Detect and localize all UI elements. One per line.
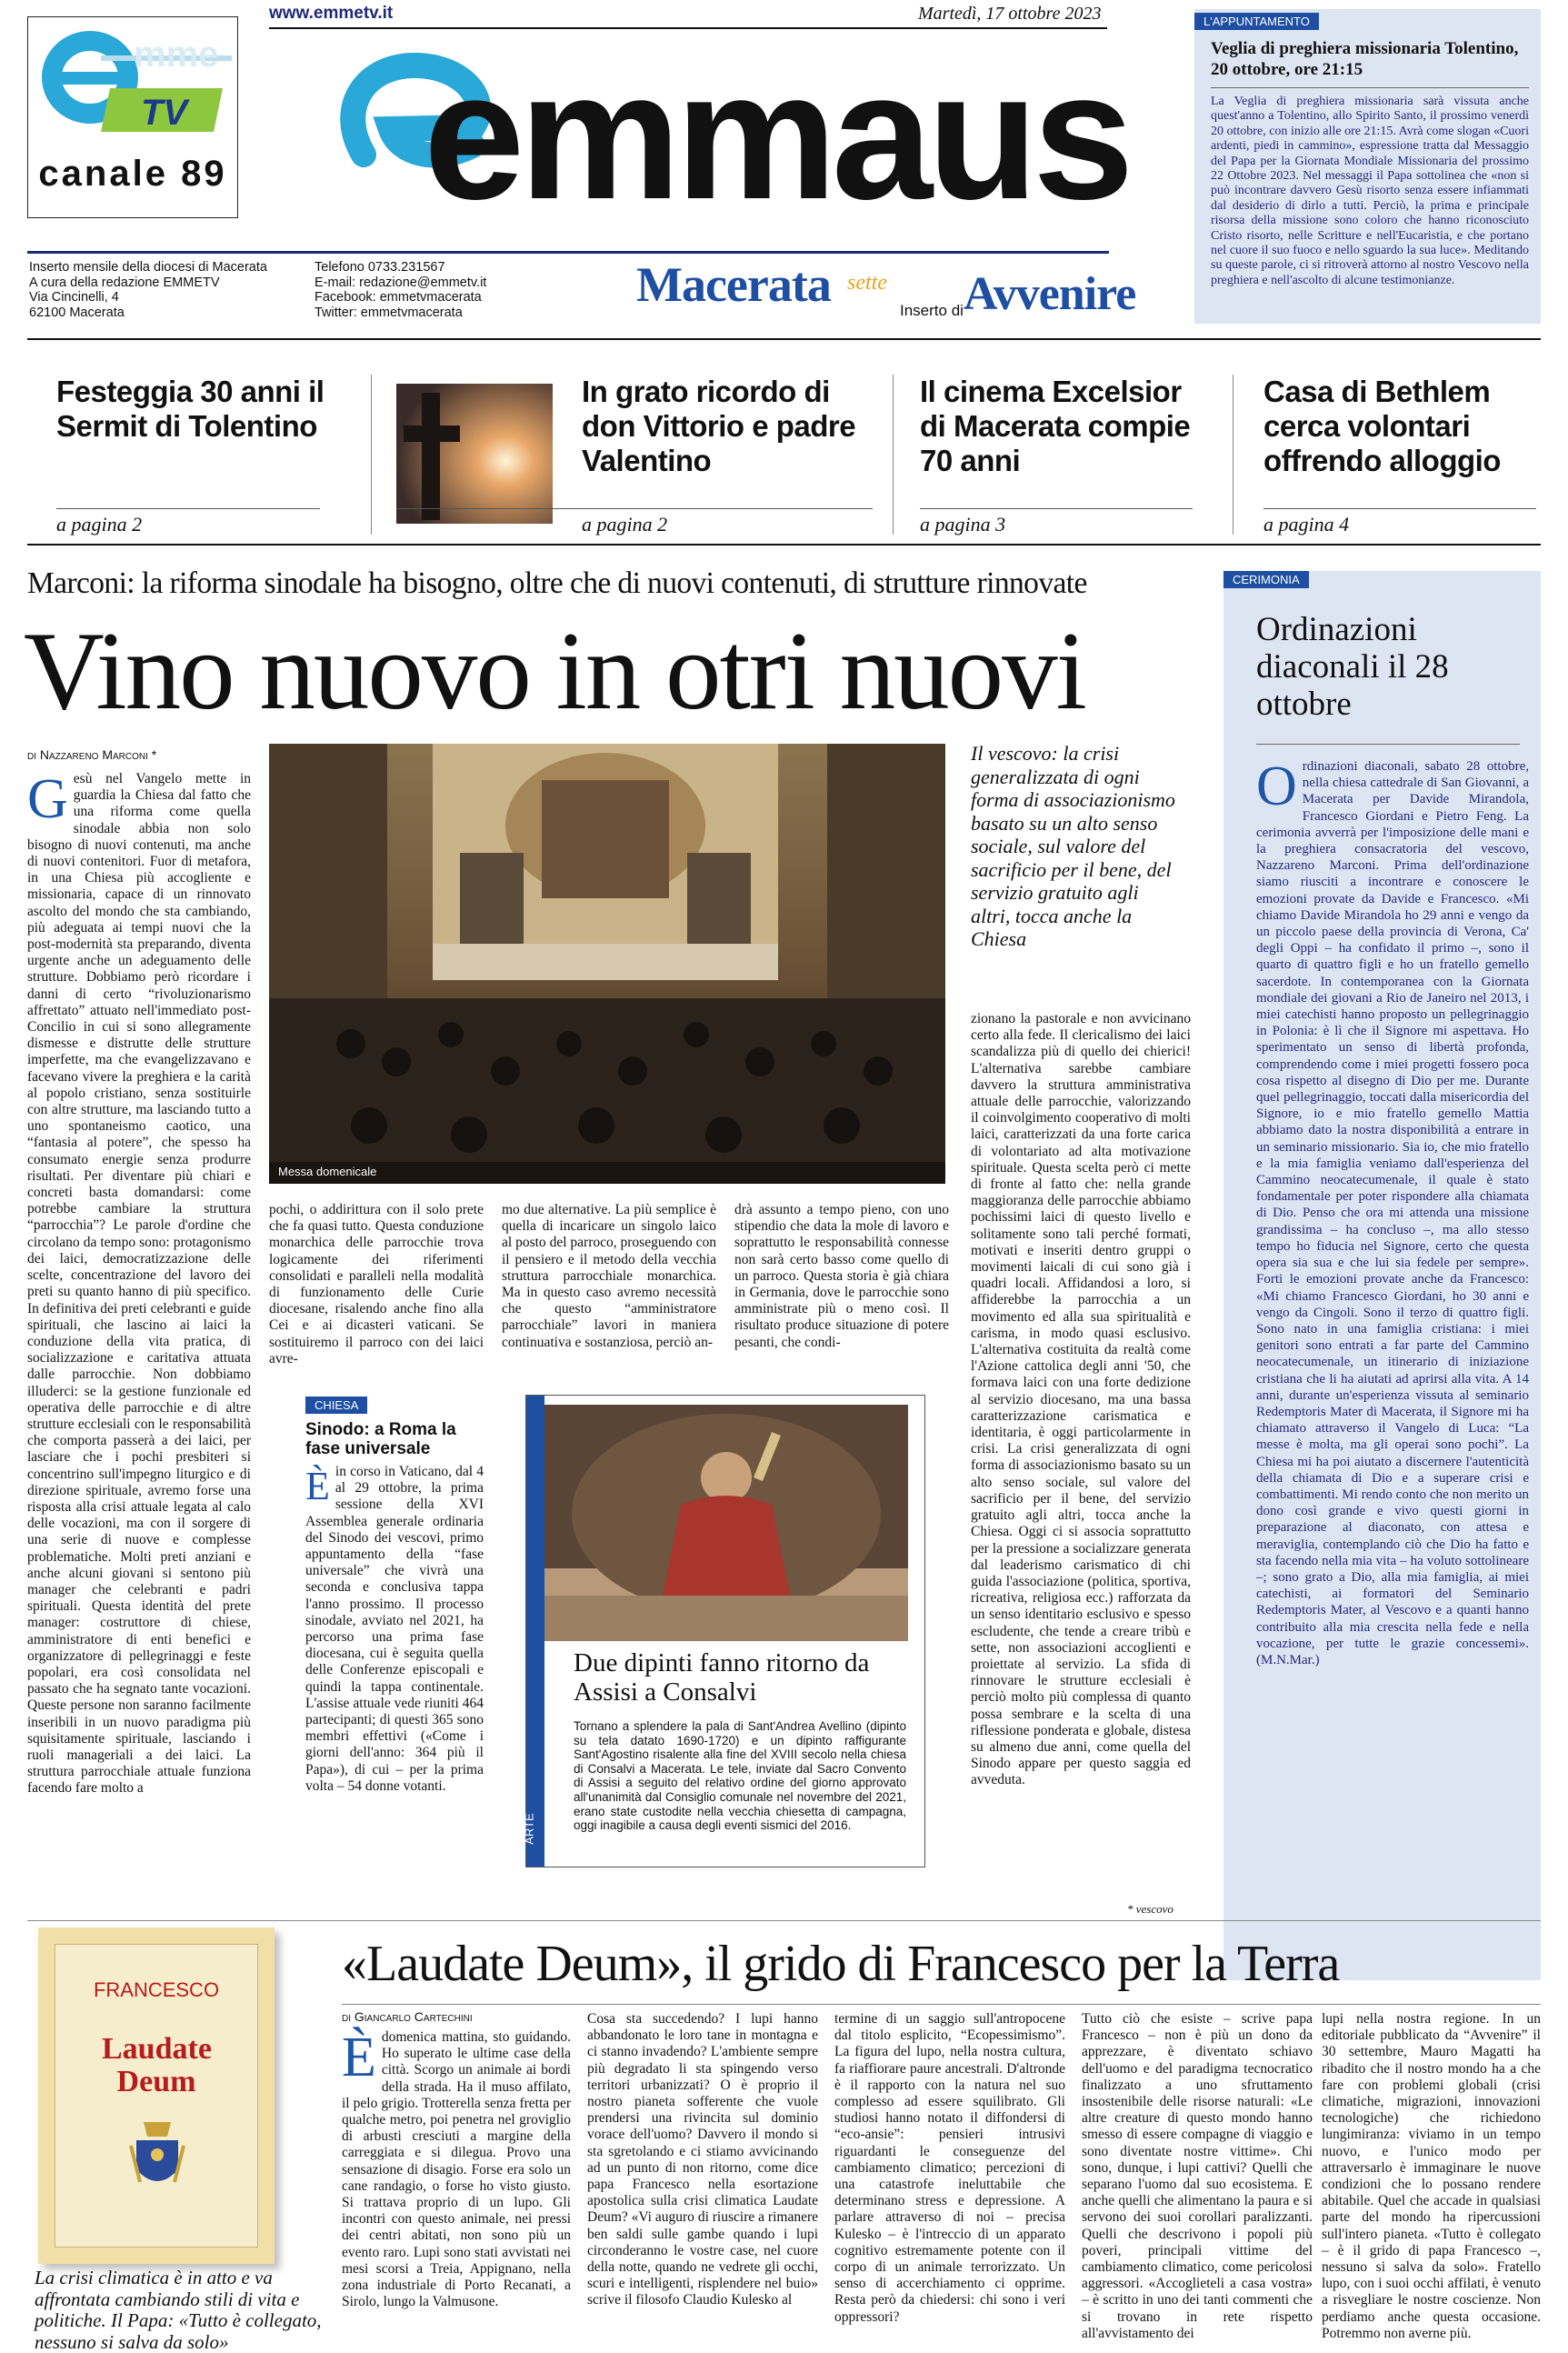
cross-sunset-photo [396,384,553,524]
channel-logo-box [27,16,238,218]
macerata-word: Macerata [636,257,831,312]
section-tag: L'APPUNTAMENTO [1194,13,1319,30]
sinodo-body [305,1464,484,1891]
main-col-4: drà assunto a tempo pieno, con uno stipendio che data la mole di lavoro e soprattutto le responsabilità connesse non sarà certo basso come quello di un parroco. Questa storia è già chiara in Germania, dove le parrocchie sono amministrate più o meno così. Il risultato produce situazione di potere pesanti, che condi- [734,1202,949,1350]
laudate-col-1 [342,2029,571,2326]
laudate-col-4: Tutto ciò che esiste – scrive papa Francesco – non è più un dono da apprezzare, è diventato schiavo dell'uomo e del paradigma tecnocratico finalizzato a uno sfruttamento insostenibile delle risorse naturali: «Le altre creature di questo mondo hanno smesso di essere compagne di viaggio e sono diventate nostre vittime». Chi sono, dunque, i lupi cattivi? Quelli che separano l'uomo dal suo ecosistema. E anche quelli che alimentano la paura e si servono dei suoi corollari paralizzanti. Quelli che descrivono i popoli più poveri, principali vittime del cambiamento climatico, come pericolosi aggressori. «Accoglieteli a casa vostra» – è scritto in uno dei tanti commenti che si trovano in rete rispetto all'avvistamento dei [1082,2011,1313,2341]
info-line: 62100 Macerata [29,305,125,320]
arte-tag-vertical [522,1396,544,1867]
macerata-sette-logo [636,256,1136,329]
section-tag: ARTE [522,1813,536,1845]
main-col-1 [27,768,251,1900]
teaser-title: Il cinema Excelsior di Macerata compie 70 anni [920,375,1191,477]
teaser-page: a pagina 2 [582,513,668,536]
main-headline: Vino nuovo in otri nuovi [24,608,1085,733]
teaser-underline [920,508,1193,509]
title-text: emmaus [424,35,1129,237]
sinodo-box [269,1397,487,1891]
teaser-underline [56,508,320,509]
svg-text:TV: TV [141,93,188,133]
footnote: * vescovo [1127,1902,1174,1916]
teaser-underline [1263,508,1536,509]
facebook[interactable]: Facebook: emmetvmacerata [315,290,482,305]
dropcap: È [305,1464,330,1508]
col-text: in corso in Vaticano, dal 4 al 29 ottobre, la prima sessione della XVI Assemblea generale ordinaria del Sinodo dei vescovi, primo appuntamento della “fase universale” che vivrà una seconda e conclusiva tappa l'anno prossimo. Il processo sinodale, avviato nel 2021, ha percorso una prima fase diocesana, cui è seguita quella delle Conferenze episcopali e quindi la tappa continentale. L'assise attuale vede riuniti 464 partecipanti; di questi 365 sono membri effettivi («Come i giorni dell'anno: 364 più il Papa»), di cui – per la prima volta – 54 donne votanti. [305,1464,484,1794]
photo-caption: Messa domenicale [278,1165,377,1178]
col-text: domenica mattina, sto guidando. Ho superato le ultime case della città. Scorgo un animale ai bordi della strada. Ha il muso affilato, il pelo grigio. Trotterella senza fretta per qualche metro, poi penetra nel groviglio di arbusti cresciuti a margine della carreggiata e si dilegua. Provo una sensazione di disagio. Forse era solo un cane randagio, o forse ho visto giusto. Si trattava proprio di un lupo. Gli incontri con questo animale, nei pressi dei centri abitati, non sono più un evento raro. Lupi sono stati avvistati nei mesi scorsi a Treia, Appignano, nella zona industriale di Porto Recanati, a Sirolo, lungo la Valmusone. [342,2029,571,2310]
col-text: esù nel Vangelo mette in guardia la Chiesa dal fatto che una riforma come quella sinodale abbia non solo bisogno di nuovi contenuti, ma anche di nuovi contenitori. Fuor di metafora, in una Chiesa più accogliente e missionaria, capace di un rinnovato ascolto del mondo che sta cambiando, più adeguata ai tempi nuovi che la post-modernità sta preparando, diventa urgente anche un adeguamento delle strutture. Dobbiamo però ricordare i danni di certo “rivoluzionarismo affrettato” attuato nell'immediato post-Concilio in cui si sono allegramente dismesse e distrutte delle strutture imperfette, ma che evangelizzavano e facevano vivere la preghiera e la carità al popolo cristiano, senza sostituirle con altre strutture, ma lasciando tutto a uno spontaneismo caotico, una “fantasia al potere”, che spesso ha consumato energie senza produrre risultati. Per diventare più chiari e concreti basta domandarsi: come potrebbe cambiare la struttura “parrocchia”? Le parole d'ordine che circolano da tempo sono: protagonismo dei laici, democratizzazione delle scelte, concentrazione del lavoro dei preti su quanto hanno di più specifico. In definitiva dei preti celebranti e guide spirituali, che lascino ai laici la conduzione della vita pratica, di socializzazione e caritativa attuata dalle parrocchie. Non dobbiamo illuderci: se la gestione funzionale ed operativa delle parrocchie e di altre strutture ecclesiali con le responsabilità che comporta passerà a dei laici, per lasciare che i pochi presbiteri si concentrino sull'impegno liturgico e di direzione spirituale, avremo forse una risposta alla crisi attuale legata al calo delle vocazioni, ma con il sorgere di una serie di nuove e complesse problematiche. Molti preti anziani e anche alcuni giovani si sentono più manager che celebranti e padri spirituali. Questa identità del prete manager: costruttore di chiese, amministratore di enti benefici e organizzatore di pellegrinaggi e feste popolari, era così consolidata nel passato che ha segnato tante vocazioni. Queste persone non saranno facilmente inseribili in un nuovo paradigma più squisitamente spirituale, lasciando i ruoli manageriali a dei laici. La struttura parrocchiale attuale funziona facendo fare molto a [27,771,251,1797]
book-caption: La crisi climatica è in atto e va affrontata cambiando stili di vita e politiche. Il Papa: «Tutto è collegato, nessuno si salva da solo» [35,2267,322,2353]
teaser-title: In grato ricordo di don Vittorio e padre Valentino [582,375,856,477]
teaser-title: Festeggia 30 anni il Sermit di Tolentino [56,375,325,443]
appuntamento-body: La Veglia di preghiera missionaria sarà vissuta anche quest'anno a Tolentino, allo Spirito Santo, il prossimo venerdì 20 ottobre, con inizio alle ore 21:15. Avrà come slogan «Cuori ardenti, piedi in cammino», espressione tratta dal Messaggio del Papa per la Giornata Mondiale Missionaria del prossimo 22 Ottobre 2023. Nel messaggi il Papa sottolinea che «non si può incontrare davvero Gesù risorto senza essere infiammati dal desiderio di dirlo a tutti. Perciò, la prima e principale risorsa della missione sono coloro che hanno riconosciuto Cristo risorto, nelle Scritture e nell'Eucaristia, e che portano nel cuore il suo fuoco e nello sguardo la sua luce». Meditando su queste parole, ci si ritroverà attorno al nostro Vescovo nella preghiera e nell'ascolto di alcune testimonianze. [1211,95,1529,287]
issue-date: Martedì, 17 ottobre 2023 [918,4,1102,24]
main-byline: di Nazzareno Marconi * [27,747,157,762]
teaser-page: a pagina 2 [56,513,143,536]
emmaus-logo [336,35,1129,237]
section-tag: CHIESA [305,1397,367,1414]
teaser-sermit[interactable] [56,375,329,536]
arte-body: Tornano a splendere la pala di Sant'Andrea Avellino (dipinto su tela datato 1690-1720) e un dipinto raffigurante Sant'Agostino risalente alla fine del XVIII secolo nella chiesa di Consalvi a Macerata. Le tele, inviate dal Sacro Convento di Assisi a seguito del relativo ordine del giorno approvato all'unanimità dal Consiglio comunale nel novembre del 2021, erano state custodite nella vecchia chiesetta di campagna, oggi inagibile a causa degli eventi sismici del 2016. [574,1719,906,1833]
cerimonia-title: Ordinazioni diaconali il 28 ottobre [1256,611,1449,723]
teasers-top-rule [27,338,1541,340]
painting-photo [544,1405,908,1641]
info-line: A cura della redazione EMMETV [29,275,220,290]
section-tag: CERIMONIA [1223,571,1309,588]
teaser-divider [893,375,894,535]
teaser-underline [396,508,873,509]
main-col-2: pochi, o addirittura con il solo prete che fa quasi tutto. Questa conduzione monarchica delle parrocchie trova logicamente dei riferimenti consolidati e paralleli nella modalità di funzionamento delle Curie diocesane, risalendo anche fino alla Cei e ai dicasteri vaticani. Se sostituiremo il parroco con dei laici avre- [269,1202,484,1367]
book-author: FRANCESCO [93,1978,220,2001]
laudate-headline: «Laudate Deum», il grido di Francesco per la Terra [342,1936,1340,1992]
col-text: rdinazioni diaconali, sabato 28 ottobre, nella chiesa cattedrale di San Giovanni, a Macerata per Davide Mirandola, Francesco Giordani e Pietro Feng. La cerimonia avverrà per l'imposizione delle mani e la preghiera consacratoria del vescovo, Nazzareno Marconi. Prima dell'ordinazione siamo riusciti a incontrare e conoscere le emozioni provate da Davide e Francesco. «Mi chiamo Davide Mirandola ho 29 anni e vengo da un piccolo paese della provincia di Verona, Ca' degli Oppi – ha confidato il primo –, sono il quarto di quattro figli e ho un fratello gemello sacerdote. In contemporanea con la Giornata mondiale dei giovani a Rio de Janeiro nel 2013, i miei catechisti hanno proposto un pellegrinaggio in Polonia: è lì che il Signore mi aspettava. Ho sperimentato un senso di libertà profonda, comprendendo come i miei progetti fossero poca cosa rispetto al disegno di Dio per me. Durante quel pellegrinaggio, toccati dalla misericordia del Signore, io e mio fratello gemello Mattia abbiamo dato la nostra disponibilità a entrare in un seminario missionario. Sia io, che mio fratello e la mia famiglia veniamo dall'esperienza del Cammino neocatecumenale, il quale è stato fondamentale per poter rispondere alla chiamata di Dio. Penso che ora mi attenda una missione grandissima – ha concluso –, ma allo stesso tempo ho fiducia nel Signore, certo che questa opera sia sua e che lui sia fedele per sempre». Forti le emozioni provate anche da Francesco: «Mi chiamo Francesco Giordani, ho 30 anni e vengo da Cingoli. Sono il terzo di quattro figli. Sono nato in una famiglia cristiana: i miei genitori sono entrati a far parte del Cammino neocatecumenale, un itinerario di iniziazione cristiana che li ha aiutati ad aprirsi alla vita. A 14 anni, durante un'esperienza vissuta al seminario Redemptoris Mater di Macerata, il Signore mi ha chiamato attraverso il Vangelo di Luca: “La messe è molta, ma gli operai sono pochi”. La Chiesa mi ha poi aiutato a discernere l'autenticità della chiamata di Dio e a superare crisi e combattimenti. Mi rendo conto che non merito un dono così grande e vivo questi giorni in preparazione al diaconato, con attesa e meraviglia, contemplando ciò che Dio ha fatto e sta facendo nella mia vita – ha voluto sottolineare –; sono grato a Dio, alla mia famiglia, ai miei catechisti, ai formatori del Seminario Redemptoris Mater, al Vescovo e a quanti hanno contribuito alla mia crescita nella fede e nella vocazione, per tutte le grazie concessemi». (M.N.Mar.) [1256,759,1529,1667]
main-col-5: zionano la pastorale e non avvicinano certo alla fede. Il clericalismo dei laici scandalizza più di quello dei chierici! L'alternativa sarebbe cambiare davvero la struttura amministrativa attuale delle parrocchie, valorizzando il coinvolgimento cooperativo di molti laici, caratterizzati da una forte carica di volontariato ad alta motivazione spirituale. Questa scelta però ci mette di fronte al fatto che: nella grande maggioranza delle parrocchie abbiamo pochissimi laici di questo livello e solitamente sono tali perché formati, motivati e inseriti dentro gruppi o movimenti laicali di cui sono già i quadri locali. Affidandosi a loro, si affiderebbe la parrocchia a un movimento ed alla sua spiritualità e carisma, in modo quasi esclusivo. L'alternativa costituita da realtà come l'Azione cattolica degli anni '50, che formava laici con una forte dedizione al servizio diocesano, ma una bassa caratterizzazione carismatica e identitaria, è oggi particolarmente in crisi. La crisi generalizzata di ogni forma di associazionismo basato su un alto senso sociale, sul valore del sacrificio per il bene, del servizio gratuito agli altri, tocca anche la Chiesa. Oggi ci si associa soprattutto per la pressione a socializzare generata dal leaderismo carismatico di chi guida l'associazione (politica, sportiva, ricreativa, religiosa ecc.) rafforzata da un senso identitario esclusivo e spesso escludente, che tende a creare tribù e sette, non associazioni accoglienti e proiettate al servizio. La sfida di rinnovare le strutture ecclesiali è perciò molto più complessa di quanto possa sembrare e la scelta di una riflessione ponderata e globale, distesa su almeno due anni, come quella del Sinodo appare per questo saggia ed avveduta. [971,1011,1191,1788]
title-underline [1211,87,1529,88]
main-col-3: mo due alternative. La più semplice è quella di incaricare un singolo laico al posto del parroco, proseguendo con il pensiero e il metodo della vecchia struttura parrocchiale monarchica. Ma in questo caso avremo necessità che questo “amministratore parrocchiale” lavori in maniera continuativa e sostanziosa, perciò an- [502,1202,716,1350]
teaser-bethlem[interactable] [1263,375,1541,536]
dropcap: O [1256,756,1297,817]
inserto-di: Inserto di [900,302,964,319]
info-left [29,260,267,320]
dropcap: G [27,768,68,830]
info-line: Via Cincinelli, 4 [29,290,119,305]
laudate-col-3: termine di un saggio sull'antropocene dal titolo esplicito, “Ecopessimismo”. La figura del lupo, nella nostra cultura, fa riaffiorare paure ancestrali. D'altronde è il rapporto con la natura nel suo complesso ad essere squilibrato. Gli studiosi hanno notato il diffondersi di “eco-ansie”: pensieri intrusivi riguardanti le conseguenze del cambiamento climatico; percezioni di una catastrofe ineluttabile che determinano stress e depressione. A parlare attraverso di noi – precisa Kulesko – è l'intreccio di un apparato cognitivo estremamente potente con il corpo di un animale terrorizzato. Un senso di accerchiamento ci opprime. Resta però da chiedersi: chi sono i veri oppressori? [834,2011,1065,2325]
main-kicker: Marconi: la riforma sinodale ha bisogno, oltre che di nuovi contenuti, di strutture rinnovate [27,566,1087,600]
teaser-divider [371,375,372,535]
book-title: Laudate Deum [102,2032,212,2098]
title-underline [1256,744,1520,745]
teaser-title: Casa di Bethlem cerca volontari offrendo alloggio [1263,375,1501,477]
laudate-headline-rule [342,2004,1541,2005]
appuntamento-title: Veglia di preghiera missionaria Tolentino, 20 ottobre, ore 21:15 [1211,39,1519,79]
arte-box [522,1395,925,1867]
church-photo [269,744,945,1184]
masthead-rule [27,251,1109,254]
appuntamento-box [1194,9,1541,324]
laudate-col-5: lupi nella nostra regione. In un editoriale pubblicato da “Avvenire” il 30 settembre, Mauro Magatti ha ribadito che il nostro mondo ha a che fare con problemi globali (crisi climatiche, migrazioni, innovazioni tecnologiche) che richiedono lungimiranza: viviamo in un tempo nuovo, e l'unico modo per attraversarlo è immaginare le nuove condizioni che lo possano rendere abitabile. Quel che accade in qualsiasi parte del mondo ha ripercussioni sull'intero pianeta. «Tutto è collegato – è il grido di papa Francesco –, nessuno si salva da solo». Fratello lupo, con i suoi occhi affilati, è venuto a risvegliare le nostre coscienze. Non perdiamo anche questa occasione. Potremmo non averne più. [1322,2011,1541,2341]
sinodo-title: Sinodo: a Roma la fase universale [305,1420,456,1458]
papal-coat-of-arms-icon [125,2118,189,2200]
cerimonia-body [1256,758,1529,1968]
teaser-excelsior[interactable] [920,375,1211,536]
teaser-page: a pagina 3 [920,513,1006,536]
info-right [315,260,486,320]
emme-tv-logo [34,25,232,152]
sette-word: sette [847,271,887,295]
twitter[interactable]: Twitter: emmetvmacerata [315,305,463,320]
site-url[interactable]: www.emmetv.it [269,4,394,23]
info-line: Inserto mensile della diocesi di Macerata [29,260,267,275]
top-rule [269,27,1107,29]
cerimonia-box [1223,571,1541,1980]
laudate-byline: di Giancarlo Cartechini [342,2009,473,2024]
dropcap: È [342,2027,376,2088]
pullquote: Il vescovo: la crisi generalizzata di ogni forma di associazionismo basato su un alto senso sociale, sul valore del sacrificio per il bene, del servizio gratuito agli altri, tocca anche la Chiesa [971,742,1175,950]
svg-text:mme: mme [134,35,219,75]
teasers-bottom-rule [27,544,1541,546]
avvenire-word: Avvenire [964,268,1136,320]
teaser-ricordo[interactable] [582,375,873,536]
teaser-page: a pagina 4 [1263,513,1350,536]
book-cover [38,1927,275,2264]
arte-title: Due dipinti fanno ritorno da Assisi a Consalvi [574,1648,870,1707]
laudate-top-rule [27,1920,1541,1921]
laudate-col-2: Cosa sta succedendo? I lupi hanno abbandonato le loro tane in montagna e ci stanno invadendo? L'ambiente sempre più degradato li sta spingendo verso territori urbanizzati? O è proprio il nostro pianeta sofferente che vuole prendersi una rivincita sul dominio vorace dell'uomo? Davvero il mondo si sta sgretolando e ci stiamo avvicinando ad un punto di non ritorno, come dice papa Francesco nella esortazione apostolica sulla crisi climatica Laudate Deum? «Vi auguro di riuscire a rimanere ben saldi sulle gambe quando i lupi circonderanno le vostre case, nel cuore della notte, quando ne vedrete gli occhi, scuri e intelligenti, risplendere nel buio» scrive il filosofo Claudio Kulesko al [587,2011,818,2308]
email[interactable]: E-mail: redazione@emmetv.it [315,275,487,290]
phone: Telefono 0733.231567 [315,260,445,275]
channel-number: canale 89 [38,154,227,194]
